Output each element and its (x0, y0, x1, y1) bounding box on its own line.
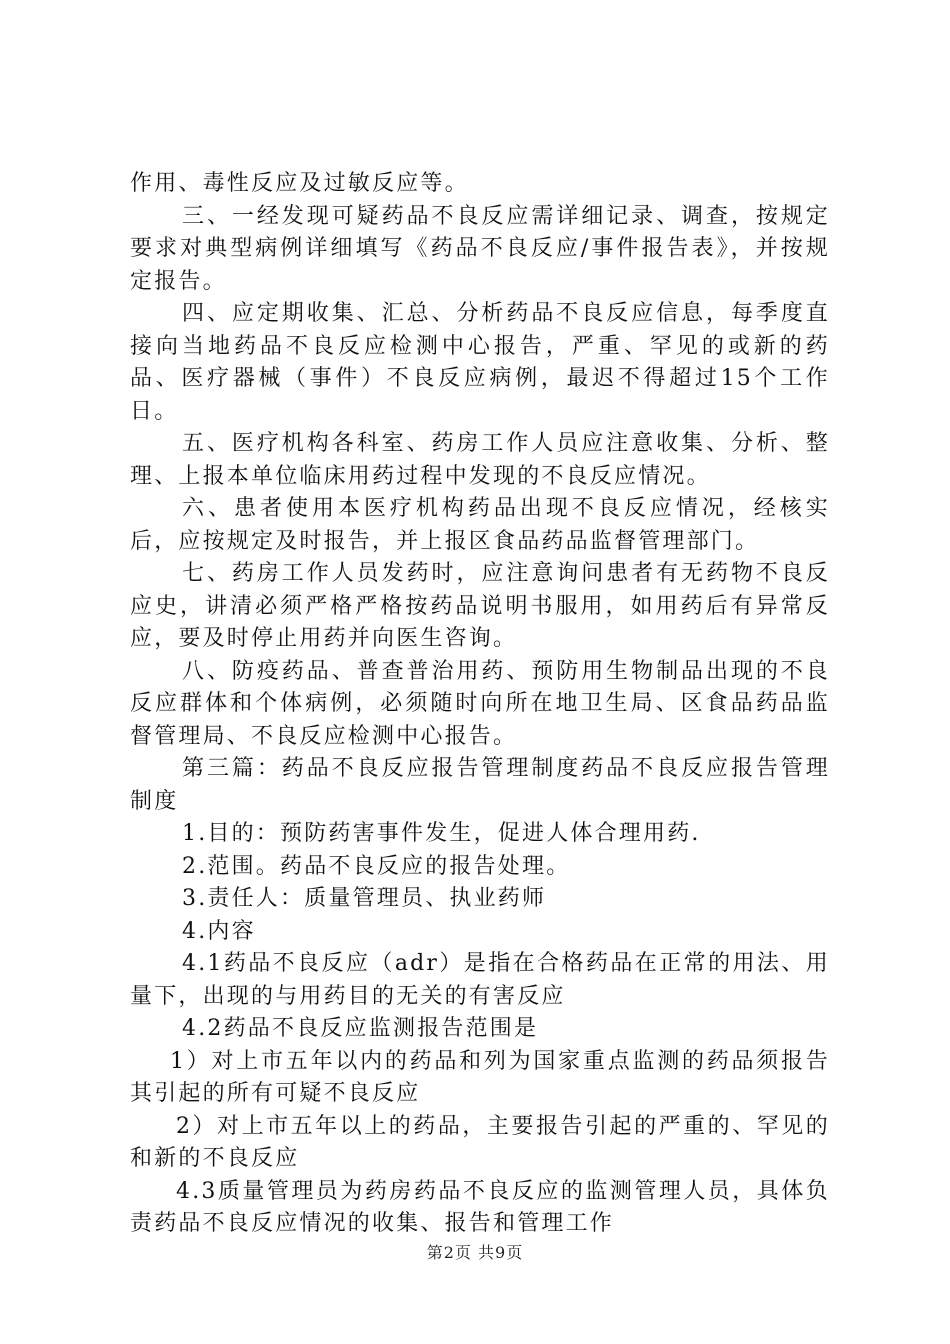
paragraph: 4.1药品不良反应（adr）是指在合格药品在正常的用法、用量下，出现的与用药目的无关的有害反应 (130, 951, 830, 1009)
paragraph: 1.目的：预防药害事件发生，促进人体合理用药. (182, 821, 701, 846)
paragraph: 三、一经发现可疑药品不良反应需详细记录、调查，按规定要求对典型病例详细填写《药品不良反应/事件报告表》，并按规定报告。 (130, 203, 830, 294)
paragraph: 4.内容 (182, 918, 256, 944)
paragraph: 1）对上市五年以内的药品和列为国家重点监测的药品须报告其引起的所有可疑不良反应 (130, 1048, 830, 1106)
paragraph: 3.责任人：质量管理员、执业药师 (182, 886, 547, 911)
paragraph: 2.范围。药品不良反应的报告处理。 (182, 853, 571, 879)
paragraph: 四、应定期收集、汇总、分析药品不良反应信息，每季度直接向当地药品不良反应检测中心报告，严重、罕见的或新的药品、医疗器械（事件）不良反应病例，最迟不得超过15个工作日。 (130, 301, 830, 424)
page-footer: 第2页 共9页 (426, 1243, 524, 1262)
paragraph: 第三篇：药品不良反应报告管理制度药品不良反应报告管理制度 (130, 756, 830, 814)
paragraph: 六、患者使用本医疗机构药品出现不良反应情况，经核实后，应按规定及时报告，并上报区食品药品监督管理部门。 (130, 496, 830, 554)
paragraph: 八、防疫药品、普查普治用药、预防用生物制品出现的不良反应群体和个体病例，必须随时向所在地卫生局、区食品药品监督管理局、不良反应检测中心报告。 (130, 658, 830, 749)
paragraph: 4.3质量管理员为药房药品不良反应的监测管理人员，具体负责药品不良反应情况的收集、报告和管理工作 (130, 1178, 830, 1236)
paragraph: 作用、毒性反应及过敏反应等。 (130, 171, 469, 196)
paragraph: 五、医疗机构各科室、药房工作人员应注意收集、分析、整理、上报本单位临床用药过程中发现的不良反应情况。 (130, 431, 830, 489)
paragraph: 4.2药品不良反应监测报告范围是 (182, 1016, 539, 1041)
document-body (130, 168, 830, 1241)
paragraph: 七、药房工作人员发药时，应注意询问患者有无药物不良反应史，讲清必须严格严格按药品说明书服用，如用药后有异常反应，要及时停止用药并向医生咨询。 (130, 561, 830, 651)
paragraph: 2）对上市五年以上的药品，主要报告引起的严重的、罕见的和新的不良反应 (130, 1113, 830, 1171)
